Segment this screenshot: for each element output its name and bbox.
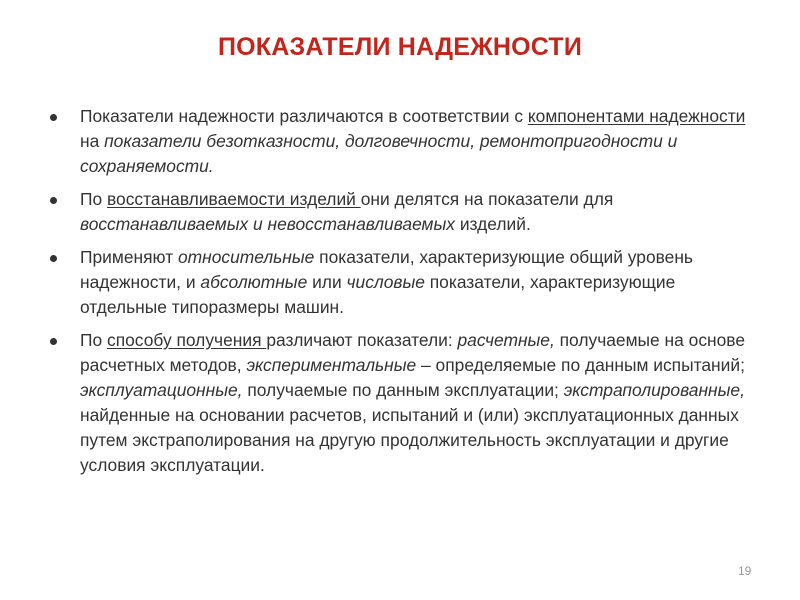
text-run: найденные на основании расчетов, испытаний и (или) эксплуатационных данных путем экстраполирования на другую продолжительность эксплуатации и другие условия эксплуатации. [80, 405, 739, 475]
text-run: различают показатели: [266, 330, 458, 350]
bullet-item-4 [48, 328, 763, 478]
italic-term: экспериментальные [246, 355, 417, 375]
italic-term: расчетные, [457, 330, 555, 350]
underlined-term: восстанавливаемости изделий [107, 189, 361, 209]
text-run: Показатели надежности различаются в соответствии с [80, 106, 528, 126]
text-run: По [80, 189, 108, 209]
bullet-dot-icon [50, 114, 57, 121]
underlined-term: компонентами надежности [527, 106, 746, 126]
bullet-dot-icon [50, 338, 57, 345]
text-run: они делятся на показатели для [360, 189, 614, 209]
text-run: По [80, 330, 108, 350]
text-run: получаемые на основе расчетных методов, [80, 330, 746, 375]
italic-term: относительные [178, 247, 315, 267]
text-run: изделий. [454, 214, 531, 234]
italic-term: эксплуатационные, [80, 380, 243, 400]
italic-term: показатели безотказности, долговечности, ремонтопригодности и сохраняемости. [80, 131, 678, 176]
bullet-dot-icon [50, 197, 57, 204]
italic-term: экстраполированные, [563, 380, 745, 400]
bullet-item-3 [48, 245, 763, 320]
text-run: – определяемые по данным испытаний; [416, 355, 745, 375]
page-number: 19 [738, 564, 752, 578]
slide-title: ПОКАЗАТЕЛИ НАДЕЖНОСТИ [217, 33, 583, 61]
italic-term: восстанавливаемых и невосстанавливаемых [80, 214, 455, 234]
bullet-list [48, 104, 763, 486]
text-run: получаемые по данным эксплуатации; [242, 380, 564, 400]
bullet-item-1 [48, 104, 763, 179]
text-run: на [80, 131, 105, 151]
text-run: Применяют [80, 247, 178, 267]
underlined-term: способу получения [107, 330, 267, 350]
bullet-item-2 [48, 187, 763, 237]
text-run: показатели, характеризующие отдельные типоразмеры машин. [80, 272, 676, 317]
text-run: или [307, 272, 347, 292]
italic-term: абсолютные [200, 272, 308, 292]
italic-term: числовые [346, 272, 425, 292]
text-run: показатели, характеризующие общий уровень надежности, и [80, 247, 693, 292]
bullet-dot-icon [50, 255, 57, 262]
